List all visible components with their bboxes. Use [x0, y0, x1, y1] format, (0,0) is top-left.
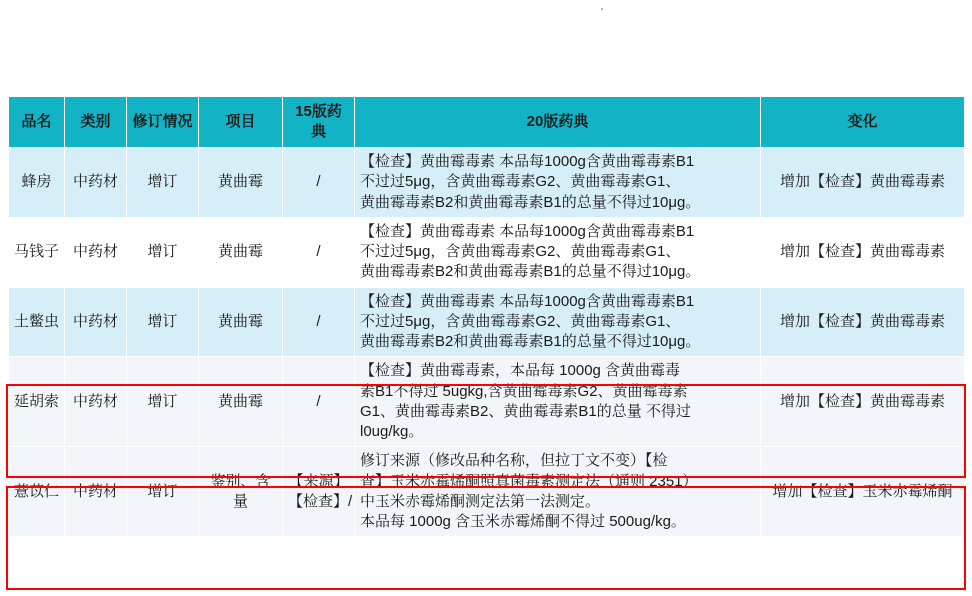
table-row: [9, 217, 965, 287]
cell-change: 增加【检查】黄曲霉毒素: [761, 287, 965, 357]
cell-text-line: 查】玉米赤霉烯酮照真菌毒素测定法（通则 2351）: [360, 472, 698, 490]
revision-comparison-table: [8, 96, 965, 537]
cell-text-line: 黄曲霉毒素B2和黄曲霉毒素B1的总量不得过10μg。: [360, 333, 701, 350]
cell-pharmacopoeia-2020: [355, 217, 761, 287]
table-row: [9, 287, 965, 357]
cell-text-line: 黄曲霉毒素B2和黄曲霉毒素B1的总量不得过10μg。: [360, 193, 701, 211]
table-header: [9, 97, 965, 148]
table-row: [9, 357, 965, 447]
cell-text-line: l0ug/kg。: [360, 423, 424, 440]
cell-name: 薏苡仁: [9, 447, 65, 537]
cell-text-line: 修订来源（修改品种名称，但拉丁文不变）【检: [360, 452, 668, 470]
header-row: [9, 97, 965, 148]
cell-text-line: 黄曲霉毒素B2和黄曲霉毒素B1的总量不得过10μg。: [360, 263, 701, 281]
cell-pharmacopoeia-2015: [283, 447, 355, 537]
cell-text-line: 本品每 1000g 含玉米赤霉烯酮不得过 500ug/kg。: [360, 513, 686, 530]
cell-revision: 增订: [127, 447, 199, 537]
cell-text-line: 不过过5μg，含黄曲霉毒素G2、黄曲霉毒素G1、: [360, 173, 681, 191]
table-row: [9, 447, 965, 537]
column-header-category: 类别: [65, 97, 127, 148]
cell-text-line: 【检查】黄曲霉毒素 本品每1000g含黄曲霉毒素B1: [360, 153, 695, 170]
cell-revision: 增订: [127, 287, 199, 357]
cell-text-line: 【检查】黄曲霉毒素 本品每1000g含黄曲霉毒素B1: [360, 222, 695, 240]
cell-item: 鉴别、含量: [199, 447, 283, 537]
cell-name: 土鳖虫: [9, 287, 65, 357]
column-header-change: 变化: [761, 97, 965, 148]
cell-text-line: 【检查】黄曲霉毒素，本品每 1000g 含黄曲霉毒: [360, 362, 681, 380]
cell-pharmacopoeia-2015: /: [283, 357, 355, 447]
cell-revision: 增订: [127, 357, 199, 447]
cell-category: 中药材: [65, 217, 127, 287]
cell-pharmacopoeia-2015: /: [283, 217, 355, 287]
cell-pharmacopoeia-2015: /: [283, 287, 355, 357]
column-header-pharmacopoeia-2015: 15版药典: [283, 97, 355, 148]
cell-category: 中药材: [65, 287, 127, 357]
cell-text-line: 中玉米赤霉烯酮测定法第一法测定。: [360, 492, 601, 510]
column-header-revision: 修订情况: [127, 97, 199, 148]
cell-name: 马钱子: [9, 217, 65, 287]
column-header-name: 品名: [9, 97, 65, 148]
cell-text-line: 【检查】黄曲霉毒素 本品每1000g含黄曲霉毒素B1: [360, 292, 695, 310]
cell-change: 增加【检查】黄曲霉毒素: [761, 357, 965, 447]
cell-item: 黄曲霉: [199, 287, 283, 357]
column-header-item: 项目: [199, 97, 283, 148]
cell-item: 黄曲霉: [199, 357, 283, 447]
cell-category: 中药材: [65, 447, 127, 537]
cell-pharmacopoeia-2020: [355, 447, 761, 537]
cell-text-line: 不过过5μg，含黄曲霉毒素G2、黄曲霉毒素G1、: [360, 312, 681, 330]
page-marker-dot: [601, 8, 603, 10]
cell-change: 增加【检查】黄曲霉毒素: [761, 148, 965, 218]
table-body: [9, 148, 965, 537]
column-header-pharmacopoeia-2020: 20版药典: [355, 97, 761, 148]
cell-pharmacopoeia-2020: [355, 148, 761, 218]
cell-change: 增加【检查】玉米赤霉烯酮: [761, 447, 965, 537]
cell-pharmacopoeia-2020: [355, 357, 761, 447]
cell-text-line: 【检查】/: [288, 492, 353, 510]
cell-text-line: 不过过5μg，含黄曲霉毒素G2、黄曲霉毒素G1、: [360, 243, 681, 260]
cell-pharmacopoeia-2015: /: [283, 148, 355, 218]
cell-revision: 增订: [127, 148, 199, 218]
cell-category: 中药材: [65, 148, 127, 218]
table-row: [9, 148, 965, 218]
cell-pharmacopoeia-2020: [355, 287, 761, 357]
cell-text-line: 【来源】: [288, 472, 349, 490]
cell-text-line: G1、黄曲霉毒素B2、黄曲霉毒素B1的总量 不得过: [360, 402, 691, 420]
cell-change: 增加【检查】黄曲霉毒素: [761, 217, 965, 287]
cell-name: 延胡索: [9, 357, 65, 447]
cell-revision: 增订: [127, 217, 199, 287]
cell-item: 黄曲霉: [199, 148, 283, 218]
cell-text-line: 素B1不得过 5ugkg,含黄曲霉毒素G2、黄曲霉毒素: [360, 382, 688, 400]
cell-category: 中药材: [65, 357, 127, 447]
cell-name: 蜂房: [9, 148, 65, 218]
cell-item: 黄曲霉: [199, 217, 283, 287]
